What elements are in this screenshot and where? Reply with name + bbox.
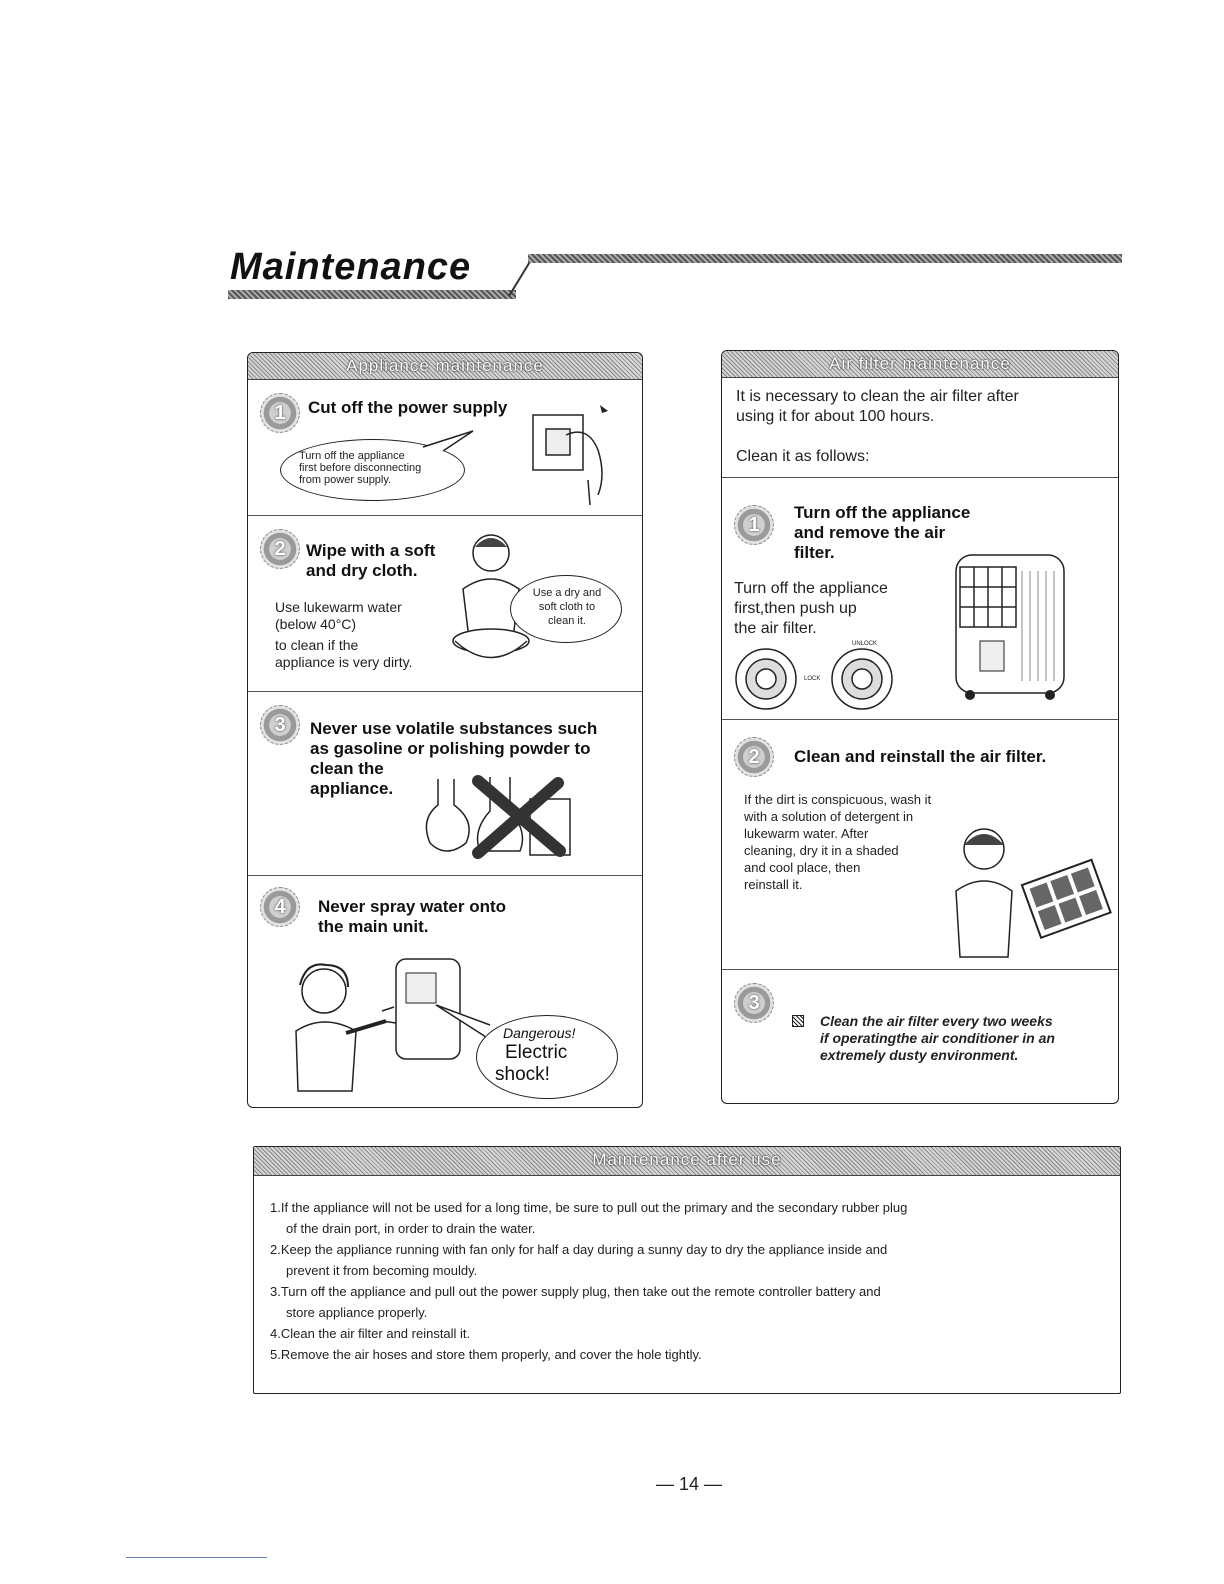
step-title-line: Never spray water onto [318, 897, 507, 916]
intro-line: using it for about 100 hours. [736, 408, 935, 425]
panel-heading-text: Air filter maintenance [829, 354, 1011, 373]
step-divider [248, 515, 642, 516]
list-item: store appliance properly. [286, 1305, 428, 1320]
step-divider [722, 477, 1118, 478]
step-title-line: the main unit. [318, 917, 429, 936]
step-body-line: (below 40°C) [275, 616, 357, 632]
appliance-maintenance-panel [247, 352, 643, 1108]
step-number-badge: 4 [260, 887, 300, 927]
bubble-line: Turn off the appliance [299, 450, 405, 462]
step-number-badge: 3 [260, 705, 300, 745]
unlock-label: UNLOCK [852, 641, 878, 647]
volatile-substances-crossed-icon [420, 771, 580, 861]
step-title: Clean and reinstall the air filter. [794, 747, 1047, 766]
bubble-line: soft cloth to [538, 601, 596, 613]
step-title-line: Turn off the appliance [794, 503, 971, 522]
title-divider-slash [505, 258, 535, 298]
step-body [734, 579, 888, 639]
air-conditioner-unit-illustration [950, 551, 1070, 701]
lock-label: LOCK [804, 676, 821, 682]
maintenance-after-use-panel [253, 1146, 1121, 1394]
bubble-line: Dangerous! [503, 1025, 576, 1041]
step-title-line: Wipe with a soft [306, 541, 436, 560]
step-divider [722, 969, 1118, 970]
bubble-line: Use a dry and [532, 587, 602, 599]
intro-text [736, 387, 1019, 467]
panel-heading-text: Appliance maintenance [346, 356, 544, 375]
panel-heading [722, 351, 1118, 378]
step-title-line: clean the [310, 759, 384, 778]
title-rule [528, 254, 1122, 263]
step-body-line: Turn off the appliance [734, 580, 888, 597]
step-title-line: as gasoline or polishing powder to [310, 739, 591, 758]
bubble-line: clean it. [548, 615, 586, 627]
step-body-line: If the dirt is conspicuous, wash it [744, 792, 932, 807]
step-body [744, 791, 931, 893]
step-body-line: appliance is very dirty. [275, 654, 413, 670]
intro-line: It is necessary to clean the air filter after [736, 388, 1019, 405]
step-body-line: cleaning, dry it in a shaded [744, 843, 899, 858]
step-body-line: and cool place, then [744, 860, 861, 875]
step-divider [722, 719, 1118, 720]
speech-bubble [476, 1015, 618, 1099]
bubble-line: from power supply. [299, 474, 392, 486]
page-number: — 14 — [656, 1474, 723, 1494]
step-number-badge: 2 [734, 737, 774, 777]
list-item: of the drain port, in order to drain the water. [286, 1221, 536, 1236]
panel-heading [248, 353, 642, 380]
step-note [820, 1013, 1055, 1064]
step-number-badge: 1 [260, 393, 300, 433]
step-number-badge: 1 [734, 505, 774, 545]
step-body [275, 599, 412, 671]
intro-line: Clean it as follows: [736, 448, 870, 465]
step-title-line: and dry cloth. [306, 561, 418, 580]
step-number-badge: 2 [260, 529, 300, 569]
step-divider [248, 691, 642, 692]
speech-bubble [510, 575, 622, 643]
step-body-line: lukewarm water. After [744, 826, 869, 841]
air-filter-maintenance-panel [721, 350, 1119, 1104]
list-item: 3.Turn off the appliance and pull out the power supply plug, then take out the remote controller battery and [270, 1284, 881, 1299]
step-title-line: filter. [794, 543, 835, 562]
woman-holding-filter-illustration [950, 821, 1112, 961]
bubble-line: shock! [495, 1064, 550, 1085]
note-line: Clean the air filter every two weeks [820, 1013, 1053, 1029]
bubble-tail [423, 429, 483, 449]
page-title: Maintenance [230, 246, 472, 288]
step-body-line: to clean if the [275, 637, 359, 653]
step-title-line: Never use volatile substances such [310, 719, 598, 738]
note-checkbox-icon [792, 1015, 804, 1027]
list-item: 1.If the appliance will not be used for a long time, be sure to pull out the primary and the secondary rubber plug [270, 1200, 908, 1215]
panel-heading [254, 1147, 1120, 1176]
step-body-line: first,then push up [734, 600, 857, 617]
step-body-line: the air filter. [734, 620, 817, 637]
step-title: Cut off the power supply [308, 398, 508, 417]
list-item: prevent it from becoming mouldy. [286, 1263, 478, 1278]
title-underline [228, 290, 516, 299]
step-title [318, 897, 506, 937]
footer-rule [126, 1557, 267, 1558]
step-body-line: with a solution of detergent in [744, 809, 914, 824]
step-divider [248, 875, 642, 876]
bubble-line: Electric [505, 1042, 568, 1063]
step-number-badge: 3 [734, 983, 774, 1023]
list-item: 5.Remove the air hoses and store them properly, and cover the hole tightly. [270, 1347, 702, 1362]
list-item: 4.Clean the air filter and reinstall it. [270, 1326, 471, 1341]
power-socket-icon [528, 395, 618, 505]
step-body-line: Use lukewarm water [275, 599, 402, 615]
bubble-line: first before disconnecting [299, 462, 422, 474]
list-item: 2.Keep the appliance running with fan only for half a day during a sunny day to dry the appliance inside and [270, 1242, 888, 1257]
step-title [794, 503, 970, 563]
step-title-line: and remove the air [794, 523, 946, 542]
panel-heading-text: Maintenance after use [592, 1150, 782, 1169]
bubble-tail [436, 1003, 496, 1043]
note-line: if operatingthe air conditioner in an [820, 1030, 1055, 1046]
step-title [306, 541, 435, 581]
step-title-line: appliance. [310, 779, 394, 798]
step-body-line: reinstall it. [744, 877, 803, 892]
note-line: extremely dusty environment. [820, 1047, 1019, 1063]
